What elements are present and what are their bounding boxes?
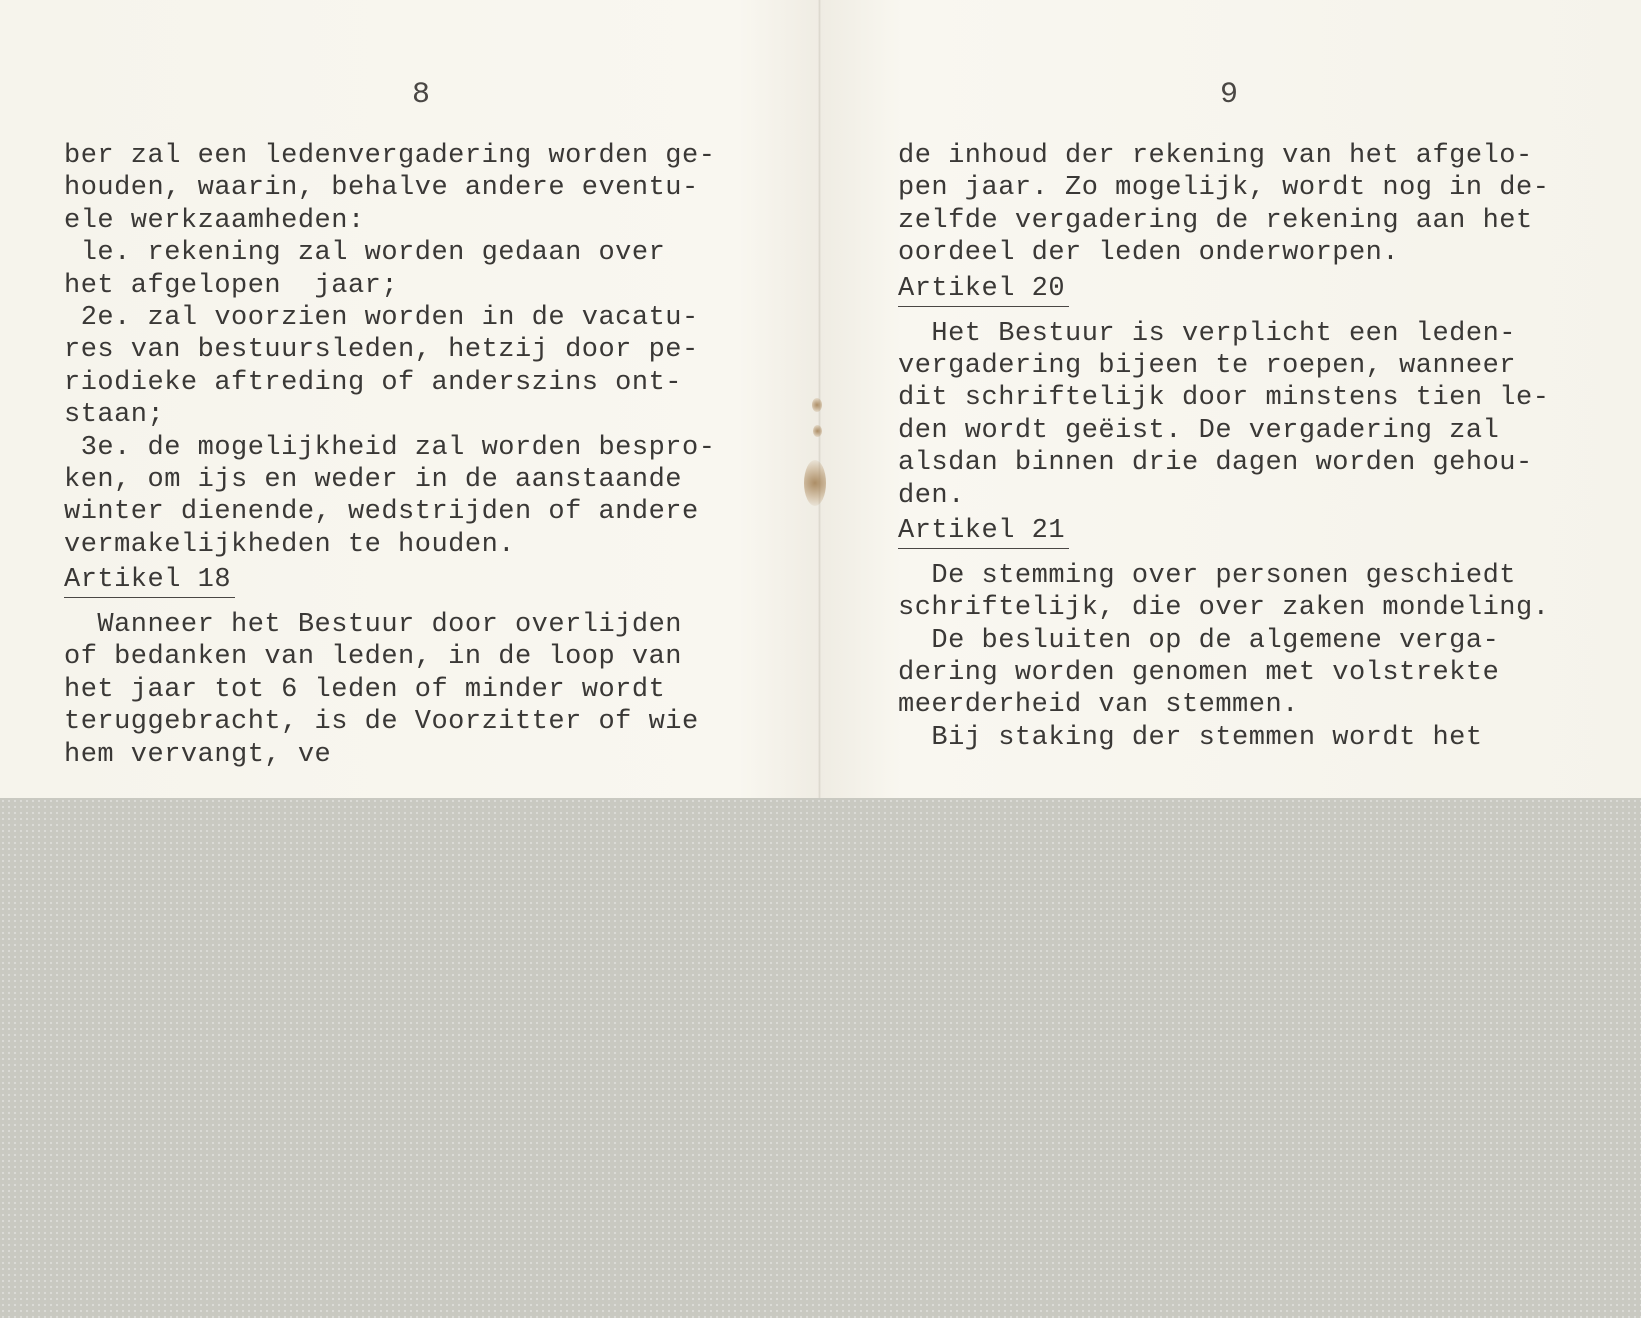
text-line: res van bestuursleden, hetzij door pe- — [64, 335, 699, 366]
heading-row — [898, 270, 1549, 318]
text-line: Bij staking der stemmen wordt het — [898, 722, 1483, 753]
text-line: hem vervangt, ve — [64, 739, 332, 770]
left-page — [0, 0, 820, 800]
heading-row — [898, 512, 1549, 560]
text-line: den. — [898, 480, 965, 511]
text-line: den wordt geëist. De vergadering zal — [898, 415, 1500, 446]
text-line: 3e. de mogelijkheid zal worden bespro- — [64, 432, 716, 463]
article-heading: Artikel 21 — [898, 516, 1069, 549]
text-line: dit schriftelijk door minstens tien le- — [898, 383, 1550, 414]
text-line: teruggebracht, is de Voorzitter of wie — [64, 707, 699, 738]
text-line: Wanneer het Bestuur door overlijden — [64, 610, 682, 641]
left-text-block — [64, 140, 715, 771]
right-page — [820, 0, 1641, 800]
text-line: pen jaar. Zo mogelijk, wordt nog in de- — [898, 173, 1550, 204]
page-number-left: 8 — [412, 78, 431, 112]
text-line: het jaar tot 6 leden of minder wordt — [64, 674, 666, 705]
text-line: oordeel der leden onderworpen. — [898, 238, 1400, 269]
text-line: dering worden genomen met volstrekte — [898, 658, 1500, 689]
page-number-right: 9 — [1220, 78, 1239, 112]
text-line: De stemming over personen geschiedt — [898, 560, 1516, 591]
text-line: vermakelijkheden te houden. — [64, 529, 515, 560]
redaction-overlay — [0, 798, 1641, 1318]
heading-row — [64, 561, 715, 609]
text-line: ber zal een ledenvergadering worden ge- — [64, 141, 716, 171]
text-line: alsdan binnen drie dagen worden gehou- — [898, 448, 1533, 479]
text-line: schriftelijk, die over zaken mondeling. — [898, 593, 1550, 624]
text-line: zelfde vergadering de rekening aan het — [898, 205, 1533, 236]
article-heading: Artikel 18 — [64, 565, 235, 598]
text-line: of bedanken van leden, in de loop van — [64, 642, 682, 673]
text-line: De besluiten op de algemene verga- — [898, 625, 1500, 656]
text-line: de inhoud der rekening van het afgelo- — [898, 141, 1533, 171]
text-line: ken, om ijs en weder in de aanstaande — [64, 464, 682, 495]
text-line: houden, waarin, behalve andere eventu- — [64, 173, 699, 204]
text-line: 2e. zal voorzien worden in de vacatu- — [64, 302, 699, 333]
text-line: winter dienende, wedstrijden of andere — [64, 497, 699, 528]
text-line: ele werkzaamheden: — [64, 205, 365, 236]
text-line: meerderheid van stemmen. — [898, 690, 1299, 721]
text-line: het afgelopen jaar; — [64, 270, 399, 301]
right-text-block — [898, 140, 1549, 754]
article-heading: Artikel 20 — [898, 274, 1069, 307]
text-line: vergadering bijeen te roepen, wanneer — [898, 350, 1516, 381]
text-line: riodieke aftreding of anderszins ont- — [64, 367, 682, 398]
text-line: le. rekening zal worden gedaan over — [64, 238, 666, 269]
text-line: Het Bestuur is verplicht een leden- — [898, 318, 1516, 349]
text-line: staan; — [64, 400, 165, 431]
